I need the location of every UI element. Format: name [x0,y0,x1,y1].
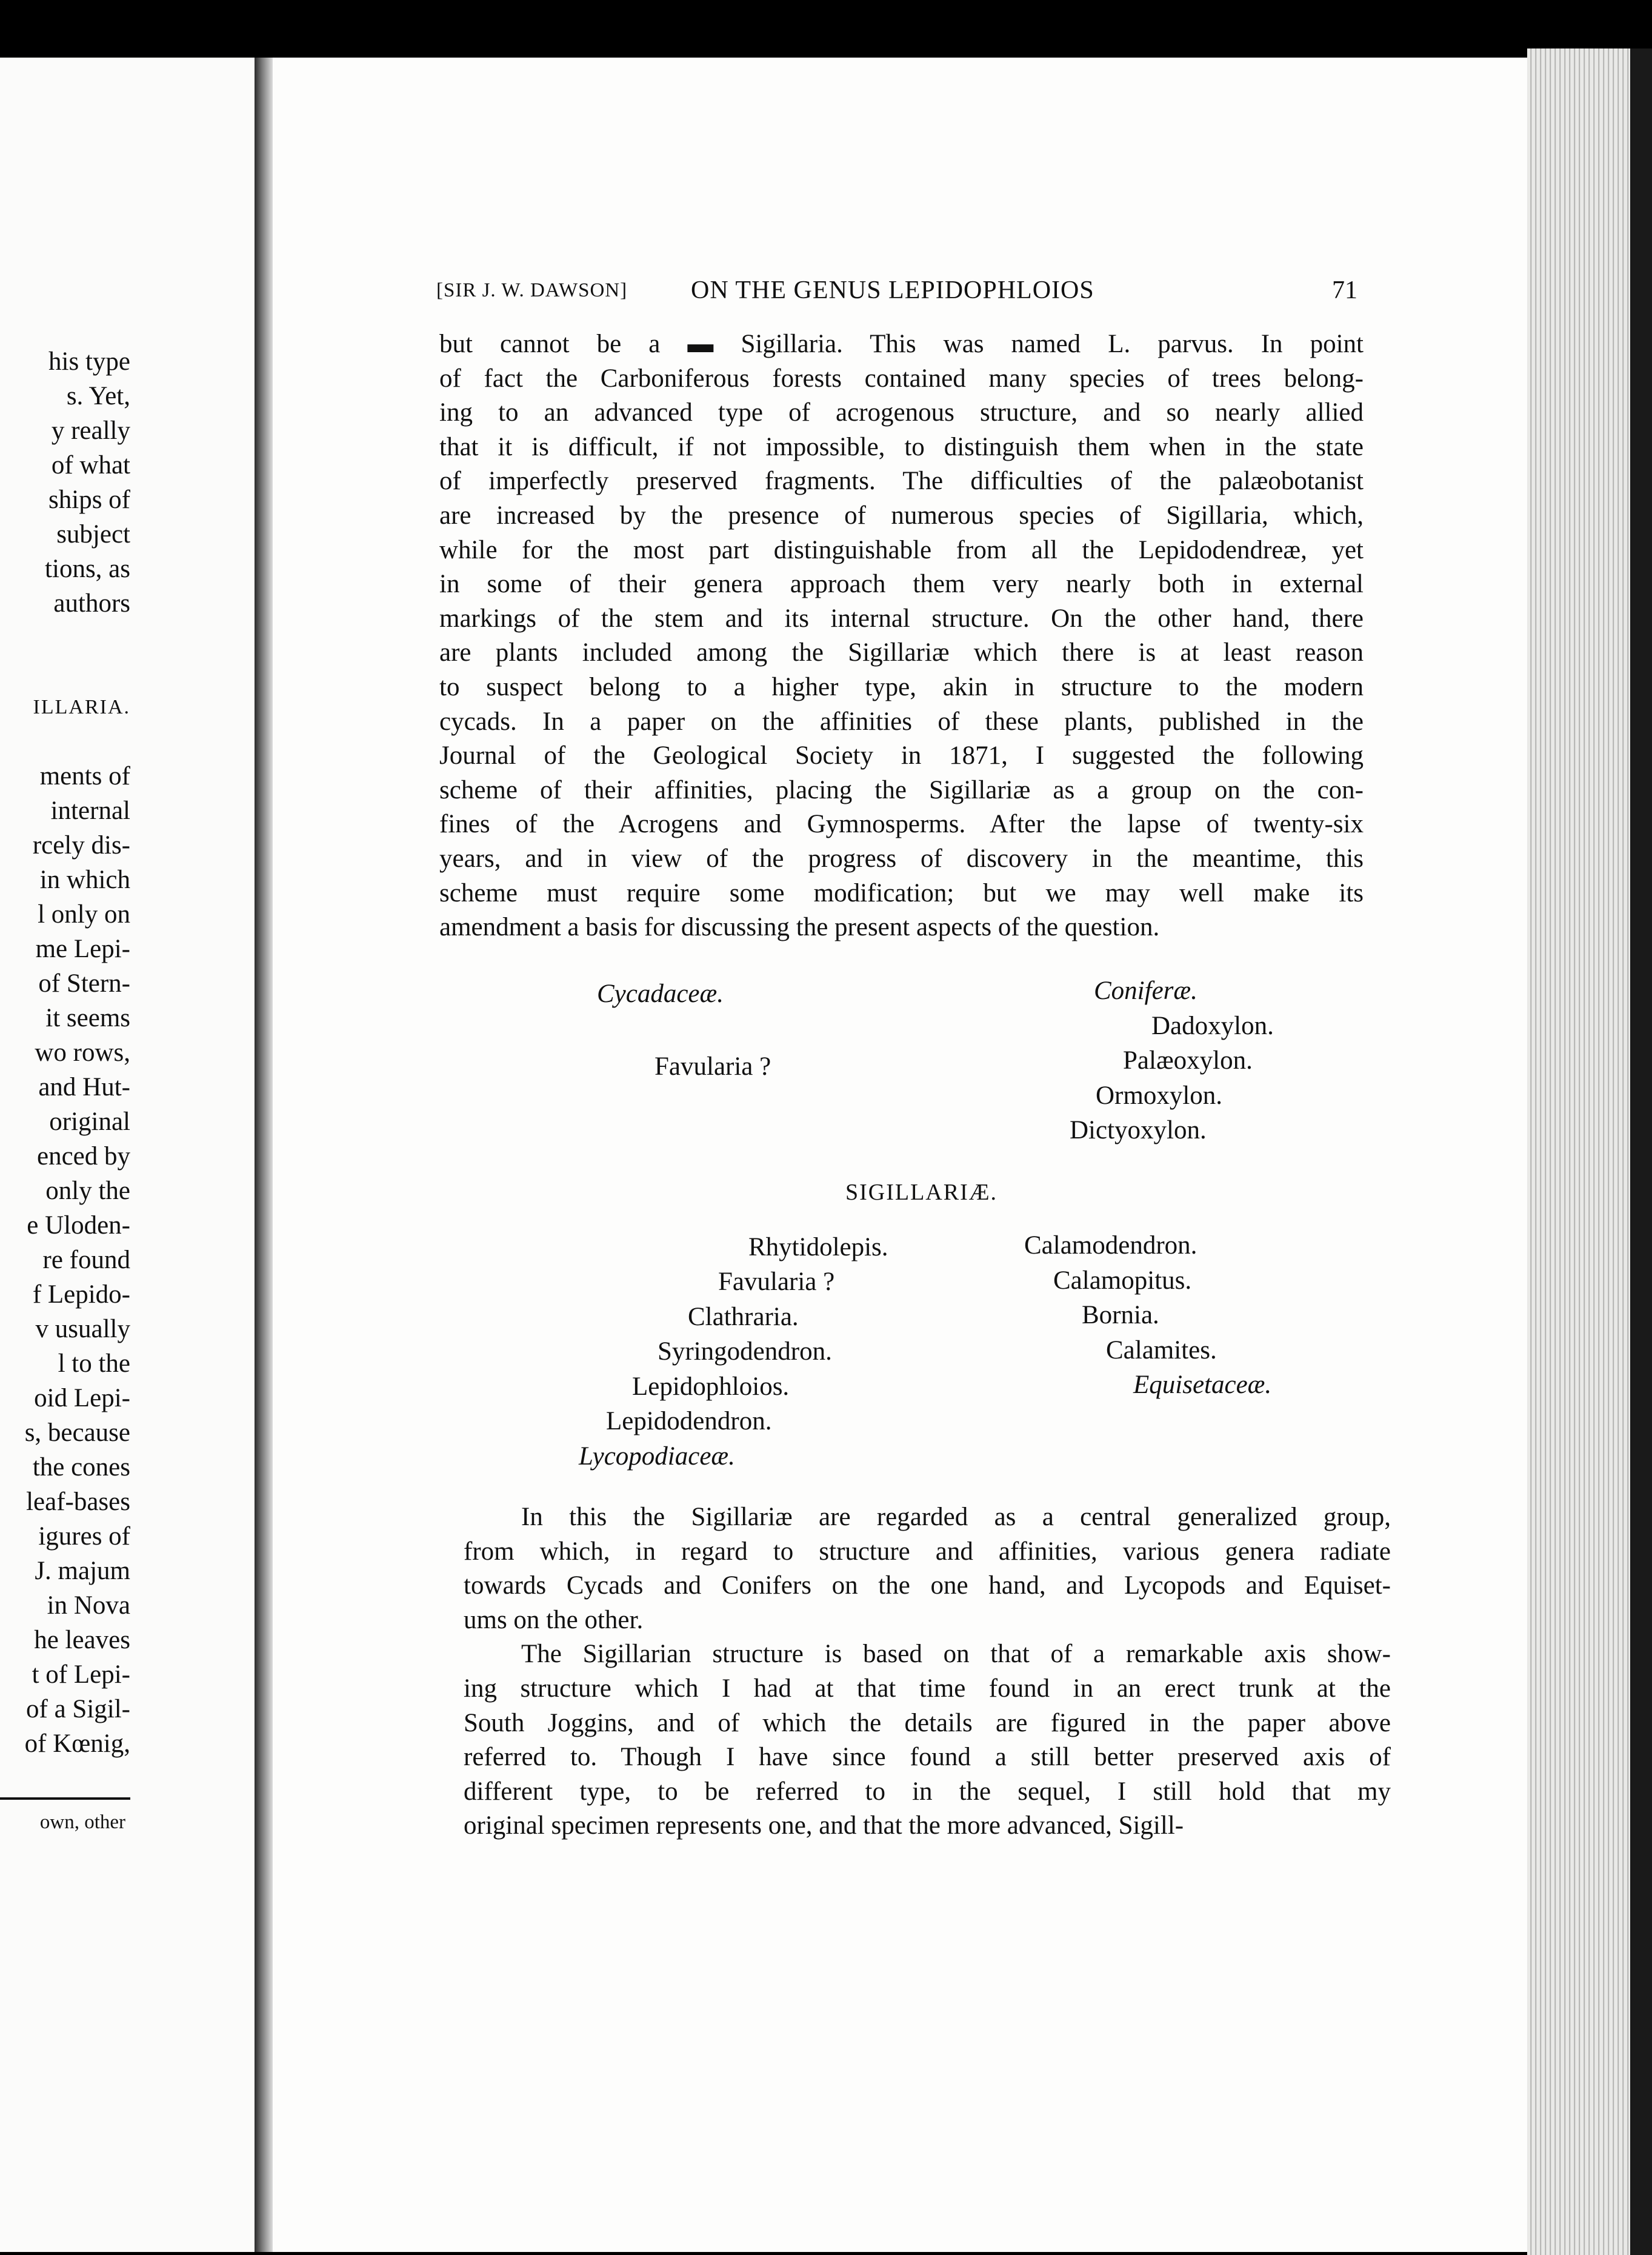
text-line: South Joggins, and of which the details are figured in the paper above [464,1708,1391,1737]
scheme-cycadaceae: Cycadaceæ. [597,980,724,1008]
left-page-line: l to the [58,1349,130,1378]
scheme-rhytidolepis: Rhytidolepis. [748,1233,888,1261]
left-page-line: only the [45,1177,130,1205]
header-author: [SIR J. W. DAWSON] [436,279,628,301]
scheme-center-sigillariae: SIGILLARIÆ. [845,1180,998,1205]
left-page-line: re found [42,1246,130,1274]
text-line: from which, in regard to structure and affinities, various genera radiate [464,1537,1391,1566]
left-page-line: ments of [39,762,130,790]
paragraph-3 [464,1637,1391,1843]
scheme-favularia: Favularia ? [718,1268,835,1296]
text-line: towards Cycads and Conifers on the one hand, and Lycopods and Equiset- [464,1571,1391,1600]
text-line: in some of their genera approach them very nearly both in external [439,570,1364,599]
scheme-bornia: Bornia. [1082,1301,1159,1329]
left-page-line: in Nova [47,1591,130,1620]
text-line: cycads. In a paper on the affinities of these plants, published in the [439,707,1364,736]
left-page-line: original [49,1107,130,1136]
scheme-lepidophloios: Lepidophloios. [632,1372,790,1401]
left-page-line: enced by [36,1142,130,1171]
scheme-lycopodiaceae: Lycopodiaceæ. [579,1442,735,1471]
scheme-coniferae: Coniferæ. [1094,977,1197,1005]
scheme-palaeoxylon: Palæoxylon. [1123,1046,1253,1075]
text-line: to suspect belong to a higher type, akin in structure to the modern [439,672,1364,701]
left-page-line: subject [56,520,130,549]
scheme-dictyoxylon: Dictyoxylon. [1070,1116,1207,1144]
scheme-syringodendron: Syringodendron. [658,1337,832,1366]
text-line: referred to. Though I have since found a still better preserved axis of [464,1743,1391,1772]
scheme-clathraria: Clathraria. [688,1303,799,1331]
text-line: of fact the Carboniferous forests contained many species of trees belong- [439,364,1364,393]
scheme-ormoxylon: Ormoxylon. [1096,1081,1223,1110]
left-page-line: l only on [38,900,130,929]
paragraph-1 [439,327,1364,945]
text-line: original specimen represents one, and that the more advanced, Sigill- [464,1811,1184,1840]
page-edges [1527,48,1630,2255]
text-line: ing structure which I had at that time found in an erect trunk at the [464,1674,1391,1703]
text-line: different type, to be referred to in the sequel, I still hold that my [464,1777,1391,1806]
text-line: amendment a basis for discussing the present aspects of the question. [439,913,1160,942]
left-page-line: internal [50,797,130,825]
left-page-line: his type [48,347,130,376]
left-page-line: wo rows, [35,1038,130,1067]
left-page-line: t of Lepi- [32,1660,130,1689]
left-page-line: J. majum [35,1557,130,1585]
text-line: ing to an advanced type of acrogenous structure, and so nearly allied [439,398,1364,427]
left-page-line: rcely dis- [32,831,130,860]
text-line: are plants included among the Sigillariæ which there is at least reason [439,638,1364,667]
text-line: Journal of the Geological Society in 1871, I suggested the following [439,741,1364,770]
text-line: while for the most part distinguishable from all the Lepidodendreæ, yet [439,535,1364,564]
left-page-line: of Kœnig, [24,1729,130,1758]
paragraphs-2-3 [464,1500,1391,1843]
scheme-calamopitus: Calamopitus. [1053,1266,1192,1295]
left-page-line: of a Sigil- [26,1695,130,1723]
text-line: but cannot be a ▬ Sigillaria. This was named L. parvus. In point [439,330,1364,358]
scheme-equisetaceae: Equisetaceæ. [1133,1371,1272,1399]
left-page-line: leaf-bases [26,1488,130,1516]
scheme-calamites: Calamites. [1106,1336,1217,1365]
left-facing-page [0,58,255,2252]
left-page-line: me Lepi- [35,935,130,963]
scheme-dadoxylon: Dadoxylon. [1151,1012,1274,1040]
running-header [436,276,1357,312]
left-page-line: s, because [24,1418,130,1447]
left-page-line: the cones [32,1453,130,1482]
left-page-line: ILLARIA. [33,696,130,718]
text-line: The Sigillarian structure is based on that of a remarkable axis show- [521,1640,1391,1669]
text-line: years, and in view of the progress of discovery in the meantime, this [439,844,1364,873]
left-page-line: f Lepido- [32,1280,130,1309]
left-page-line: and Hut- [38,1073,130,1101]
left-page-line: in which [39,866,130,894]
page-edge-shadow [1630,48,1652,2255]
scheme-lepidodendron: Lepidodendron. [606,1407,772,1435]
left-page-line: s. Yet, [66,382,130,410]
text-line: are increased by the presence of numerous species of Sigillaria, which, [439,501,1364,530]
left-page-line: ships of [48,486,130,514]
left-page-line: e Uloden- [27,1211,130,1240]
text-line: In this the Sigillariæ are regarded as a central generalized group, [521,1503,1391,1531]
scheme-favularia-top: Favularia ? [654,1052,771,1081]
left-page-line: he leaves [34,1626,130,1654]
left-page-line: oid Lepi- [34,1384,130,1412]
left-page-line: it seems [45,1004,130,1032]
left-page-line: y really [51,416,130,445]
scheme-calamodendron: Calamodendron. [1024,1231,1197,1260]
header-title: ON THE GENUS LEPIDOPHLOIOS [691,276,1094,304]
text-line: that it is difficult, if not impossible, to distinguish them when in the state [439,432,1364,461]
text-line: scheme must require some modification; but we may well make its [439,878,1364,907]
left-page-line: v usually [35,1315,130,1343]
footnote-rule [0,1797,130,1800]
left-page-line: igures of [38,1522,130,1551]
text-line: of imperfectly preserved fragments. The difficulties of the palæobotanist [439,467,1364,496]
left-page-line: authors [53,589,130,618]
left-page-line: tions, as [45,555,130,583]
left-page-text [0,58,255,2252]
left-page-line: of Stern- [38,969,130,998]
paragraph-2 [464,1500,1391,1637]
text-line: scheme of their affinities, placing the Sigillariæ as a group on the con- [439,775,1364,804]
text-line: fines of the Acrogens and Gymnosperms. After the lapse of twenty-six [439,810,1364,839]
text-line: markings of the stem and its internal structure. On the other hand, there [439,604,1364,633]
page-number: 71 [1332,276,1357,304]
left-page-line: of what [51,451,130,479]
left-footnote: own, other [39,1811,125,1833]
text-line: ums on the other. [464,1605,644,1634]
book-gutter [255,58,273,2252]
